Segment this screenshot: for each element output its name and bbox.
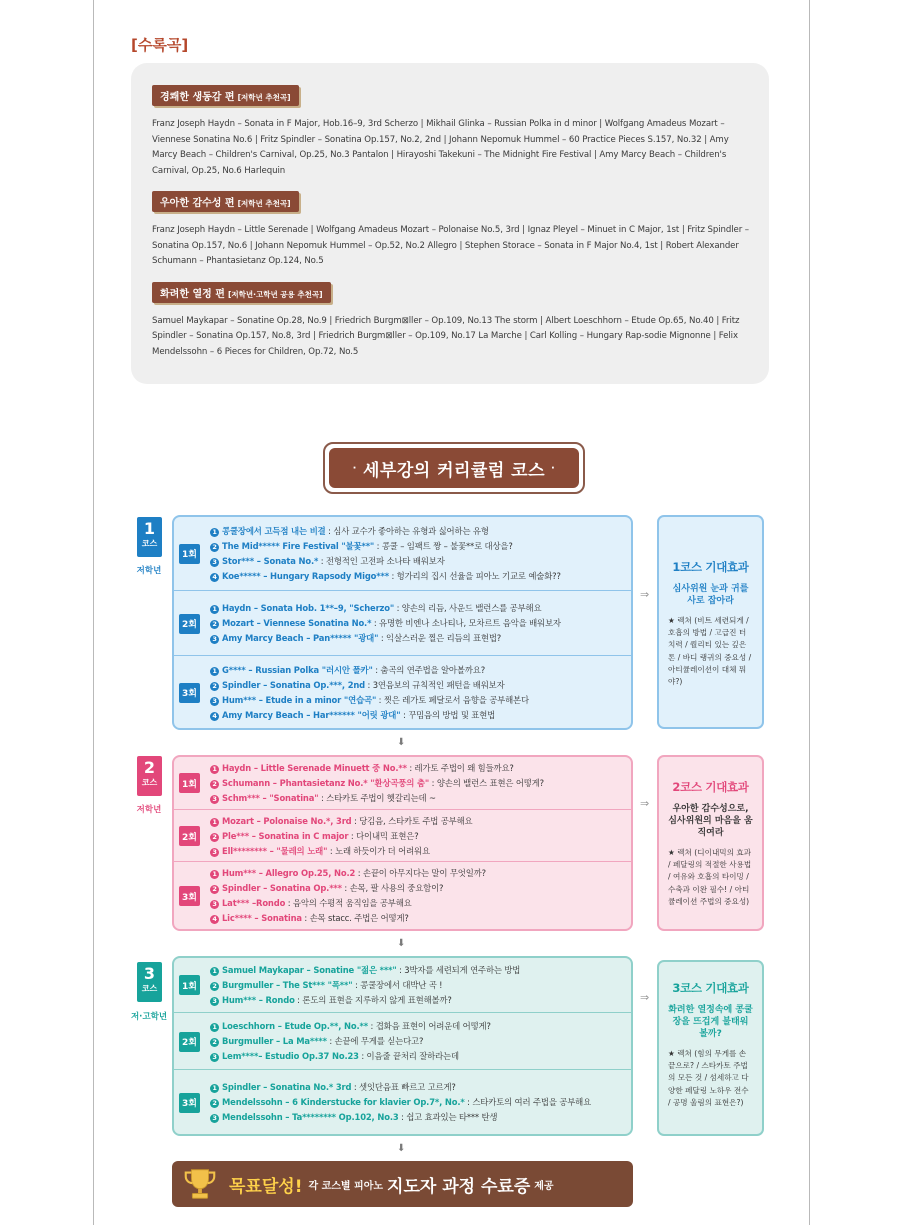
session-number: 1회 — [179, 975, 200, 995]
item-number-icon: 1 — [210, 1084, 219, 1093]
curriculum-banner — [323, 442, 585, 494]
repertoire-box — [131, 63, 769, 384]
item-number-icon: 2 — [210, 682, 219, 691]
lesson-item — [210, 791, 627, 806]
lesson-desc: : 꾸밈음의 방법 및 표현법 — [400, 709, 496, 720]
lesson-piece: The Mid***** Fire Festival "불꽃**" — [222, 540, 375, 551]
lesson-item — [210, 539, 627, 554]
repertoire-label — [152, 191, 299, 212]
lesson-piece: Schm*** – "Sonatina" — [222, 792, 319, 803]
session-row — [174, 590, 631, 655]
lesson-item — [210, 911, 627, 926]
lesson-desc: : 쉽고 효과있는 타*** 탄생 — [398, 1112, 498, 1122]
lesson-desc: : 이음줄 끝처리 잘하라는데 — [358, 1051, 459, 1061]
item-number-icon: 1 — [210, 667, 219, 676]
lesson-piece: Hum*** – Etude in a minor "연습곡" — [222, 694, 377, 705]
effect-title: 3코스 기대효과 — [672, 981, 749, 995]
banner-dot: · — [352, 462, 357, 474]
session-row — [174, 517, 631, 590]
item-number-icon: 2 — [210, 1038, 219, 1047]
lesson-item — [210, 963, 627, 978]
item-number-icon: 2 — [210, 982, 219, 991]
course-number: 1 — [143, 519, 156, 538]
session-items — [210, 866, 627, 926]
item-number-icon: 1 — [210, 967, 219, 976]
lesson-piece: Burgmuller – The St*** "폭**" — [222, 979, 353, 990]
session-row — [174, 1069, 631, 1134]
item-number-icon: 3 — [210, 900, 219, 909]
lesson-piece: Mendelssohn – 6 Kinderstucke for klavier Op.7*, No.* — [222, 1097, 465, 1107]
lesson-desc: : 콩쿨 – 임팩트 짱 – 불꽃**로 대상을? — [374, 540, 513, 551]
lesson-desc: : 손목, 팔 사용의 중요함이? — [341, 883, 444, 893]
lesson-item — [210, 1080, 627, 1095]
lesson-piece: G**** – Russian Polka "러시안 폴카" — [222, 664, 373, 675]
course-box — [172, 755, 633, 931]
lesson-piece: 콩쿨장에서 고득점 내는 비결 — [222, 525, 326, 536]
lesson-item — [210, 616, 627, 631]
course-box — [172, 515, 633, 730]
course-word: 코스 — [141, 778, 158, 787]
trophy-icon — [181, 1165, 219, 1203]
lesson-desc: : 다이내믹 표현은? — [348, 830, 419, 841]
lesson-piece: Lic**** – Sonatina — [222, 913, 302, 923]
item-number-icon: 2 — [210, 1099, 219, 1108]
lesson-item — [210, 1095, 627, 1110]
banner-title-text: 세부강의 커리큘럼 코스 — [362, 460, 546, 481]
repertoire-label — [152, 85, 299, 106]
repertoire-label-sub: [저학년 추천곡] — [237, 93, 291, 102]
session-number: 1회 — [179, 773, 200, 793]
repertoire-label-text: 우아한 감수성 편 — [160, 198, 235, 209]
item-number-icon: 1 — [210, 818, 219, 827]
repertoire-group-2 — [152, 191, 749, 270]
lesson-item — [210, 1049, 627, 1064]
course-word: 코스 — [141, 539, 158, 548]
lesson-item — [210, 1019, 627, 1034]
lesson-piece: Spindler – Sonatina Op.***, 2nd — [222, 679, 366, 690]
session-row — [174, 861, 631, 929]
session-items — [210, 814, 627, 859]
banner-dot: · — [551, 462, 556, 474]
effect-subtitle: 화려한 열정속에 콩쿨장을 뜨겁게 불태워 볼까? — [668, 1005, 753, 1039]
arrow-right-icon: ⇒ — [640, 991, 650, 1004]
repertoire-list: Samuel Maykapar – Sonatine Op.28, No.9 | Friedrich Burgm⊠ller – Op.109, No.13 The storm | Albert Loeschhorn – Etude Op.65, No.40 | Fritz Spindler – Sonatina Op.157, No.8, 3rd | Friedrich Burgm⊠ller – Op.109, No.17 La Marche | Carl Kolling – Hungary Rap-sodie Mignonne | Felix Mendelssohn – 6 Pieces for Children, Op.72, No.5 — [152, 315, 740, 357]
item-number-icon: 4 — [210, 915, 219, 924]
lesson-piece: Burgmuller – La Ma**** — [222, 1036, 327, 1046]
effect-box — [657, 755, 764, 931]
session-number: 2회 — [179, 826, 200, 846]
course-number: 3 — [143, 964, 156, 983]
lesson-piece: Haydn – Sonata Hob. 1**–9, "Scherzo" — [222, 603, 395, 613]
lesson-piece: Ell******** – "물레의 노래" — [222, 845, 328, 856]
item-number-icon: 2 — [210, 885, 219, 894]
item-number-icon: 3 — [210, 997, 219, 1006]
repertoire-label-sub: [저학년·고학년 공용 추천곡] — [227, 289, 323, 299]
lesson-desc: : 3연음보의 규칙적인 패턴을 배워보자 — [365, 679, 505, 690]
session-row — [174, 757, 631, 809]
lesson-item — [210, 866, 627, 881]
repertoire-list: Franz Joseph Haydn – Sonata in F Major, Hob.16–9, 3rd Scherzo | Mikhail Glinka – Russian Polka in d minor | Wolfgang Amadeus Mozart – Viennese Sonatina No.6 | Fritz Spindler – Sonatina Op.157, No.2, 2nd | Johann Nepomuk Hummel – 60 Practice Pieces S.157, No.32 | Amy Marcy Beach – Children's Carnival, Op.25, No.3 Pantalon | Hirayoshi Takekuni – The Midnight Fire Festival | Amy Marcy Beach – Children's Carnival, Op.25, No.6 Harlequin — [152, 119, 729, 176]
lesson-desc: : 손끝이 아무지다는 말이 무엇일까? — [355, 868, 486, 878]
repertoire-label-sub: [저학년 추천곡] — [237, 199, 291, 208]
effect-box — [657, 515, 764, 729]
item-number-icon: 3 — [210, 1053, 219, 1062]
goal-headline: 목표달성! — [229, 1176, 303, 1197]
lesson-item — [210, 814, 627, 829]
item-number-icon: 2 — [210, 543, 219, 552]
lesson-piece: Spindler – Sonatina No.* 3rd — [222, 1082, 352, 1092]
item-number-icon: 4 — [210, 712, 219, 721]
left-frame-line — [93, 0, 94, 1225]
section-title: [수록곡] — [131, 36, 189, 54]
lesson-desc: : 찟은 레가토 페달로서 음향을 공부해본다 — [376, 694, 529, 705]
lesson-piece: Samuel Maykapar – Sonatine "젊은 ***" — [222, 964, 397, 975]
lesson-piece: Haydn – Little Serenade Minuett 중 No.** — [222, 762, 407, 773]
repertoire-label-text: 화려한 열정 편 — [160, 288, 225, 300]
lesson-item — [210, 693, 627, 708]
course-box — [172, 956, 633, 1136]
lesson-piece: Mendelssohn – Ta******** Op.102, No.3 — [222, 1112, 399, 1122]
item-number-icon: 2 — [210, 833, 219, 842]
lesson-item — [210, 1110, 627, 1125]
session-number: 3회 — [179, 1093, 200, 1113]
effect-title: 2코스 기대효과 — [672, 780, 749, 794]
right-frame-line — [809, 0, 810, 1225]
effect-subtitle: 우아한 감수성으로, 심사위원의 마음을 움직여라 — [668, 804, 753, 838]
lesson-desc: : 스타카토 주법이 헷갈리는데 ~ — [318, 792, 436, 803]
item-number-icon: 2 — [210, 780, 219, 789]
lesson-piece: Mozart – Viennese Sonatina No.* — [222, 618, 372, 628]
repertoire-list: Franz Joseph Haydn – Little Serenade | Wolfgang Amadeus Mozart – Polonaise No.5, 3rd | Ignaz Pleyel – Minuet in C Major, 1st | Fritz Spindler – Sonatina Op.157, No.6 | Johann Nepomuk Hummel – Op.52, No.2 Allegro | Stephen Storace – Sonata in F Major No.4, 1st | Robert Alexander Schumann – Phantasietanz Op.124, No.5 — [152, 225, 749, 266]
session-number: 3회 — [179, 886, 200, 906]
lesson-desc: : 셋잇단음표 빠르고 고르게? — [351, 1082, 456, 1092]
lesson-item — [210, 524, 627, 539]
lesson-piece: Stor*** – Sonata No.* — [222, 555, 319, 566]
course-badge — [137, 756, 162, 796]
lesson-desc: : 론도의 표현을 지루하지 않게 표현해볼까? — [294, 994, 452, 1005]
goal-banner — [172, 1161, 633, 1207]
lesson-desc: : 겹화음 표현이 어려운데 어떻게? — [368, 1021, 491, 1031]
lesson-piece: Lem****– Estudio Op.37 No.23 — [222, 1051, 359, 1061]
lesson-piece: Hum*** – Rondo — [222, 994, 295, 1005]
session-number: 2회 — [179, 1032, 200, 1052]
session-items — [210, 1019, 627, 1064]
item-number-icon: 4 — [210, 573, 219, 582]
item-number-icon: 1 — [210, 765, 219, 774]
session-items — [210, 601, 627, 646]
goal-text-2: 지도자 과정 수료증 — [387, 1176, 531, 1197]
lesson-piece: Schumann – Phantasietanz No.* "환상곡풍의 춤" — [222, 777, 430, 788]
session-number: 3회 — [179, 683, 200, 703]
lesson-piece: Koe***** – Hungary Rapsody Migo*** — [222, 570, 389, 581]
lesson-item — [210, 761, 627, 776]
lesson-desc: : 레가토 주법이 왜 힘들까요? — [406, 762, 514, 773]
course-badge — [137, 517, 162, 557]
effect-body: ★ 렉쳐 (비트 세련되게 / 호흡의 방법 / 고급진 터치력 / 퀄리티 있는 깊은 톤 / 바디 랭귀의 중요성 / 아티큘레이션이 대체 뭐야?) — [668, 616, 752, 687]
lesson-item — [210, 881, 627, 896]
item-number-icon: 3 — [210, 635, 219, 644]
lesson-desc: : 춤곡의 연주법을 알아볼까요? — [372, 664, 485, 675]
goal-text-1: 각 코스별 피아노 — [308, 1180, 384, 1192]
lesson-item — [210, 708, 627, 723]
arrow-right-icon: ⇒ — [640, 797, 650, 810]
session-items — [210, 963, 627, 1008]
lesson-desc: : 유명한 비엔나 소나티나, 모차르트 음악을 배워보자 — [371, 618, 561, 628]
lesson-piece: Spindler – Sonatina Op.*** — [222, 883, 342, 893]
lesson-desc: : 당김음, 스타카토 주법 공부해요 — [351, 815, 473, 826]
effect-box — [657, 960, 764, 1136]
lesson-piece: Lat*** –Rondo — [222, 898, 286, 908]
session-items — [210, 761, 627, 806]
banner-title — [329, 448, 579, 488]
lesson-desc: : 손끝에 무게를 싣는다고? — [326, 1036, 424, 1046]
effect-body: ★ 렉쳐 (힘의 무게를 손끝으로? / 스타카토 주법의 모든 것 / 섬세하고 다양한 페달링 노하우 전수 / 공명 울림의 표현은?) — [668, 1049, 749, 1107]
session-items — [210, 1080, 627, 1125]
effect-subtitle: 심사위원 눈과 귀를 사로 잡아라 — [672, 584, 749, 606]
repertoire-label-text: 경쾌한 생동감 편 — [160, 92, 235, 103]
lesson-item — [210, 993, 627, 1008]
repertoire-group-3 — [152, 282, 749, 361]
arrow-right-icon: ⇒ — [640, 588, 650, 601]
course-grade: 저학년 — [136, 566, 162, 576]
lesson-item — [210, 678, 627, 693]
lesson-item — [210, 601, 627, 616]
lesson-desc: : 손목 stacc. 주법은 어떻게? — [301, 913, 409, 923]
lesson-item — [210, 776, 627, 791]
lesson-item — [210, 978, 627, 993]
item-number-icon: 3 — [210, 697, 219, 706]
lesson-piece: Loeschhorn – Etude Op.**, No.** — [222, 1021, 368, 1031]
session-items — [210, 663, 627, 723]
session-row — [174, 958, 631, 1012]
lesson-item — [210, 663, 627, 678]
arrow-down-icon: ⬇ — [397, 938, 406, 949]
item-number-icon: 1 — [210, 605, 219, 614]
lesson-desc: : 노래 하듯이가 더 어려워요 — [327, 845, 430, 856]
lesson-desc: : 콩쿨장에서 대박난 곡 ! — [352, 979, 443, 990]
lesson-piece: Amy Marcy Beach – Pan***** "광대" — [222, 633, 379, 643]
effect-title: 1코스 기대효과 — [672, 560, 749, 574]
effect-body: ★ 렉쳐 (디이내믹의 효과 / 페달링의 적절한 사용법 / 여유와 호흡의 타이밍 / 수축과 이완 필수! / 아티큘레이션 주법의 중요성) — [668, 848, 752, 906]
arrow-down-icon: ⬇ — [397, 1143, 406, 1154]
course-word: 코스 — [141, 984, 158, 993]
lesson-desc: : 익살스러운 찔은 리듬의 표현법? — [378, 633, 502, 643]
lesson-desc: : 헝가리의 집시 선율을 피아노 기교로 예술화?? — [388, 570, 561, 581]
arrow-down-icon: ⬇ — [397, 737, 406, 748]
session-row — [174, 1012, 631, 1069]
item-number-icon: 2 — [210, 620, 219, 629]
course-grade: 저학년 — [136, 805, 162, 815]
lesson-item — [210, 569, 627, 584]
session-number: 1회 — [179, 544, 200, 564]
session-number: 2회 — [179, 614, 200, 634]
lesson-piece: Amy Marcy Beach – Har****** "어릿 광대" — [222, 709, 401, 720]
item-number-icon: 1 — [210, 528, 219, 537]
course-grade: 저·고학년 — [130, 1012, 168, 1022]
lesson-desc: : 양손의 리듬, 사운드 밸런스를 공부해요 — [394, 603, 542, 613]
item-number-icon: 3 — [210, 558, 219, 567]
lesson-item — [210, 1034, 627, 1049]
item-number-icon: 3 — [210, 1114, 219, 1123]
lesson-item — [210, 896, 627, 911]
repertoire-label — [152, 282, 331, 303]
repertoire-group-1 — [152, 85, 749, 179]
lesson-item — [210, 844, 627, 859]
lesson-item — [210, 829, 627, 844]
lesson-piece: Hum*** – Allegro Op.25, No.2 — [222, 868, 356, 878]
lesson-desc: : 양손의 밸런스 표현은 어떻게? — [429, 777, 544, 788]
lesson-desc: : 음악의 수평적 움직임을 공부해요 — [285, 898, 412, 908]
session-row — [174, 809, 631, 861]
course-badge — [137, 962, 162, 1002]
lesson-item — [210, 554, 627, 569]
item-number-icon: 3 — [210, 795, 219, 804]
item-number-icon: 1 — [210, 870, 219, 879]
session-row — [174, 655, 631, 728]
course-number: 2 — [143, 758, 156, 777]
item-number-icon: 1 — [210, 1023, 219, 1032]
item-number-icon: 3 — [210, 848, 219, 857]
lesson-desc: : 전형적인 고전파 소나타 배워보자 — [318, 555, 445, 566]
lesson-desc: : 3박자를 세련되게 연주하는 방법 — [396, 964, 521, 975]
lesson-piece: Ple*** – Sonatina in C major — [222, 830, 349, 841]
goal-text-3: 제공 — [534, 1180, 554, 1192]
lesson-desc: : 스타카토의 여러 주법을 공부해요 — [464, 1097, 592, 1107]
lesson-desc: : 심사 교수가 좋아하는 유형과 싫어하는 유형 — [325, 525, 489, 536]
lesson-piece: Mozart – Polonaise No.*, 3rd — [222, 815, 352, 826]
lesson-item — [210, 631, 627, 646]
session-items — [210, 524, 627, 584]
